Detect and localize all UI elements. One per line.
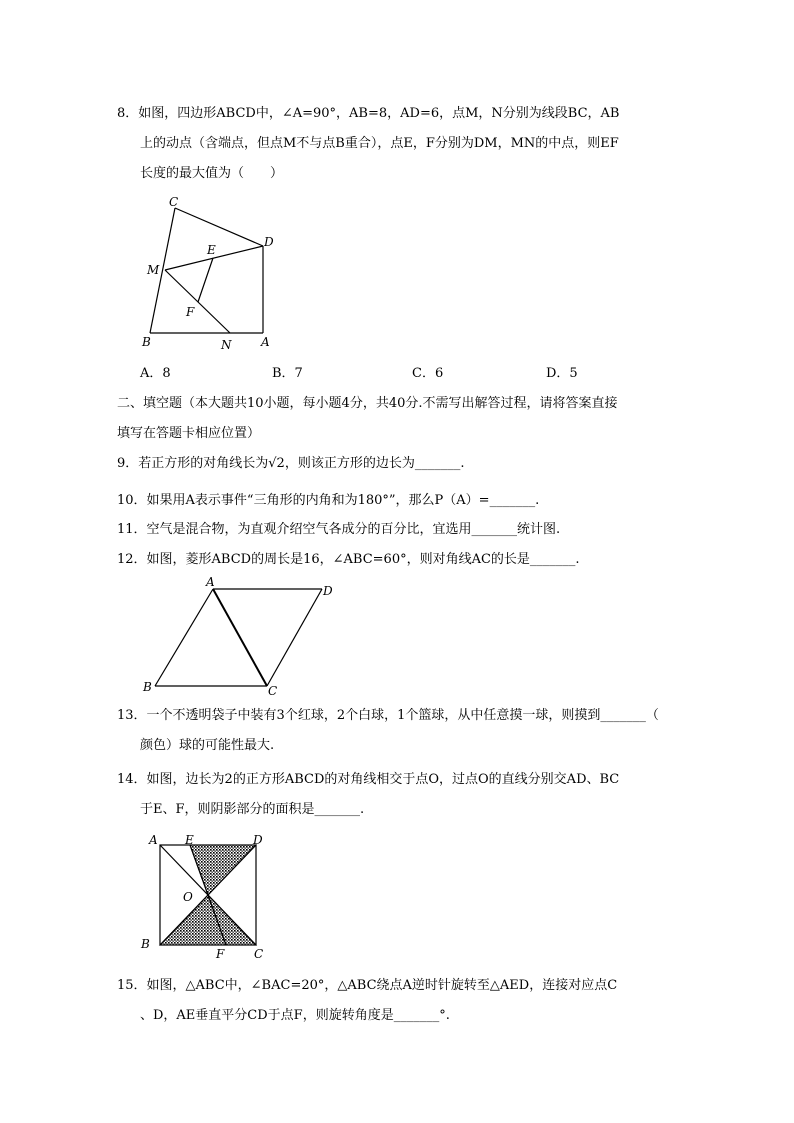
q14-label-a: A xyxy=(149,833,158,847)
q8-label-a: A xyxy=(261,335,270,349)
q8-label-d: D xyxy=(264,235,274,249)
q13-line2: 颜色）球的可能性最大. xyxy=(140,738,275,753)
q12-label-d: D xyxy=(323,584,333,598)
q8-line1: 8．如图，四边形ABCD中，∠A=90°，AB=8，AD=6，点M，N分别为线段BC，AB xyxy=(117,106,620,121)
q8-label-e: E xyxy=(207,243,216,257)
q8-choice-b: B．7 xyxy=(272,366,303,381)
q8-line3: 长度的最大值为（ ） xyxy=(140,166,284,181)
q14-label-o: O xyxy=(183,890,193,904)
q15-line2: 、D，AE垂直平分CD于点F，则旋转角度是_______°. xyxy=(140,1008,450,1023)
q8-label-n: N xyxy=(221,338,232,352)
section2-heading-line2: 填写在答题卡相应位置） xyxy=(117,426,261,441)
q13-line1: 13．一个不透明袋子中装有3个红球，2个白球，1个篮球，从中任意摸一球，则摸到_______（ xyxy=(117,708,659,723)
q14-label-b: B xyxy=(141,937,150,951)
q12-label-c: C xyxy=(268,684,278,698)
q15-line1: 15．如图，△ABC中，∠BAC=20°，△ABC绕点A逆时针旋转至△AED，连接对应点C xyxy=(117,978,618,993)
q9-text: 9．若正方形的对角线长为√2，则该正方形的边长为_______. xyxy=(117,456,465,471)
q8-label-m: M xyxy=(147,263,160,277)
q8-choice-c: C．6 xyxy=(412,366,444,381)
q8-label-b: B xyxy=(142,335,151,349)
q14-label-e: E xyxy=(185,833,194,847)
q8-label-c: C xyxy=(169,195,179,209)
q8-choice-d: D．5 xyxy=(546,366,578,381)
q14-line2: 于E、F，则阴影部分的面积是_______. xyxy=(140,802,365,817)
q14-label-d: D xyxy=(253,833,263,847)
q11-text: 11．空气是混合物，为直观介绍空气各成分的百分比，宜选用_______统计图. xyxy=(117,522,561,537)
q8-choice-a: A．8 xyxy=(140,366,171,381)
q14-label-f: F xyxy=(216,947,225,961)
q14-line1: 14．如图，边长为2的正方形ABCD的对角线相交于点O，过点O的直线分别交AD、BC xyxy=(117,772,620,787)
q14-label-c: C xyxy=(254,947,264,961)
q8-line2: 上的动点（含端点，但点M不与点B重合），点E，F分别为DM，MN的中点，则EF xyxy=(140,136,619,151)
q10-text: 10．如果用A表示事件“三角形的内角和为180°”，那么P（A）=_______. xyxy=(117,493,540,508)
q12-label-b: B xyxy=(143,680,152,694)
q12-label-a: A xyxy=(206,575,215,589)
q8-label-f: F xyxy=(186,305,195,319)
section2-heading-line1: 二、填空题（本大题共10小题，每小题4分，共40分.不需写出解答过程，请将答案直接 xyxy=(117,396,618,411)
q12-text: 12．如图，菱形ABCD的周长是16，∠ABC=60°，则对角线AC的长是_______. xyxy=(117,552,580,567)
